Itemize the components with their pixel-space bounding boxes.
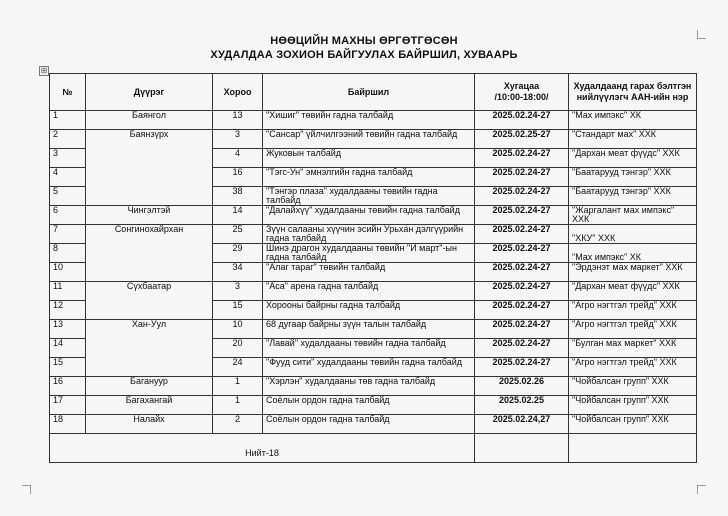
row-location: Жуковын талбайд [263, 149, 475, 168]
row-district: Чингэлтэй [86, 206, 213, 225]
table-row [50, 225, 697, 244]
header-district: Дүүрэг [86, 74, 213, 111]
row-date: 2025.02.24-27 [475, 301, 569, 320]
row-location: Соёлын ордон гадна талбайд [263, 396, 475, 415]
row-khoroo: 14 [213, 206, 263, 225]
row-date: 2025.02.25 [475, 396, 569, 415]
header-date-hours: /10:00-18:00/ [494, 92, 549, 102]
table-header-row [50, 74, 697, 111]
row-khoroo: 10 [213, 320, 263, 339]
row-location: Зүүн салааны хүүчин эсийн Урьхан дэлгүүрийн гадна талбайд [263, 225, 475, 244]
row-company: "Мах импэкс" ХК [569, 111, 697, 130]
row-location: 68 дугаар байрны зүүн талын талбайд [263, 320, 475, 339]
row-company: "Эрдэнэт мах маркет" ХХК [569, 263, 697, 282]
row-no: 16 [50, 377, 86, 396]
row-district: Хан-Уул [86, 320, 213, 377]
row-location: "Хишиг" төвийн гадна талбайд [263, 111, 475, 130]
row-company: "Жаргалант мах импэкс" ХХК [569, 206, 697, 225]
row-company: "Чойбалсан групп" ХХК [569, 377, 697, 396]
header-khoroo: Хороо [213, 74, 263, 111]
row-no: 8 [50, 244, 86, 263]
header-company [569, 74, 697, 111]
row-location: "Аса" арена гадна талбайд [263, 282, 475, 301]
header-company-line1: Худалдаанд гарах бэлтгэн [573, 81, 692, 91]
row-company: "Булган мах маркет" ХХК [569, 339, 697, 358]
row-no: 18 [50, 415, 86, 434]
table-move-handle-icon[interactable]: ⊞ [40, 66, 48, 75]
row-district: Сонгинохайрхан [86, 225, 213, 282]
row-date: 2025.02.24-27 [475, 282, 569, 301]
table-row [50, 111, 697, 130]
row-no: 2 [50, 130, 86, 149]
row-date: 2025.02.24-27 [475, 263, 569, 282]
row-date: 2025.02.24-27 [475, 149, 569, 168]
row-no: 6 [50, 206, 86, 225]
row-date: 2025.02.25-27 [475, 130, 569, 149]
row-khoroo: 1 [213, 396, 263, 415]
row-company: "Агро нэгтгэл трейд" ХХК [569, 358, 697, 377]
row-location: "Лавай" худалдааны төвийн гадна талбайд [263, 339, 475, 358]
row-district: Сүхбаатар [86, 282, 213, 320]
row-date: 2025.02.24-27 [475, 111, 569, 130]
row-no: 5 [50, 187, 86, 206]
row-company: "Баатарууд тэнгэр" ХХК [569, 168, 697, 187]
row-company: "Баатарууд тэнгэр" ХХК [569, 187, 697, 206]
row-company: "Чойбалсан групп" ХХК [569, 415, 697, 434]
header-date [475, 74, 569, 111]
row-khoroo: 34 [213, 263, 263, 282]
row-khoroo: 4 [213, 149, 263, 168]
row-no: 11 [50, 282, 86, 301]
row-khoroo: 3 [213, 282, 263, 301]
table-row [50, 415, 697, 434]
row-date: 2025.02.24-27 [475, 168, 569, 187]
row-khoroo: 29 [213, 244, 263, 263]
document-title-line1: НӨӨЦИЙН МАХНЫ ӨРГӨТГӨСӨН [270, 35, 458, 47]
row-date: 2025.02.24-27 [475, 187, 569, 206]
row-no: 14 [50, 339, 86, 358]
row-location: "Хэрлэн" худалдааны төв гадна талбайд [263, 377, 475, 396]
row-district: Баянгол [86, 111, 213, 130]
row-no: 3 [50, 149, 86, 168]
document-title-line2: ХУДАЛДАА ЗОХИОН БАЙГУУЛАХ БАЙРШИЛ, ХУВААРЬ [210, 49, 518, 61]
row-date: 2025.02.26 [475, 377, 569, 396]
crop-mark-bottom-right [697, 485, 706, 494]
row-company: "Дархан меат фүүдс" ХХК [569, 282, 697, 301]
row-district: Баянзүрх [86, 130, 213, 206]
header-location: Байршил [263, 74, 475, 111]
row-company: "Стандарт мах" ХХК [569, 130, 697, 149]
row-company: "Мах импэкс" ХК [569, 244, 697, 263]
row-district: Багахангай [86, 396, 213, 415]
table-row [50, 377, 697, 396]
row-khoroo: 3 [213, 130, 263, 149]
row-location: "Тэнгэр плаза" худалдааны төвийн гадна талбайд [263, 187, 475, 206]
row-no: 7 [50, 225, 86, 244]
row-location: "Далайхүү" худалдааны төвийн гадна талбайд [263, 206, 475, 225]
row-location: "Алаг тараг" төвийн талбайд [263, 263, 475, 282]
row-company: "Дархан меат фүүдс" ХХК [569, 149, 697, 168]
row-date: 2025.02.24-27 [475, 320, 569, 339]
row-khoroo: 20 [213, 339, 263, 358]
crop-mark-bottom-left [22, 485, 31, 494]
row-district: Багануур [86, 377, 213, 396]
row-date: 2025.02.24-27 [475, 225, 569, 244]
row-khoroo: 13 [213, 111, 263, 130]
row-location: "Сансар" үйлчилгээний төвийн гадна талбайд [263, 130, 475, 149]
table-row [50, 320, 697, 339]
total-row-empty-date [475, 434, 569, 463]
row-date: 2025.02.24-27 [475, 339, 569, 358]
row-location: Соёлын ордон гадна талбайд [263, 415, 475, 434]
row-date: 2025.02.24-27 [475, 244, 569, 263]
row-khoroo: 25 [213, 225, 263, 244]
table-row [50, 130, 697, 149]
header-no: № [50, 74, 86, 111]
header-date-label: Хугацаа [503, 81, 540, 91]
row-location: Хорооны байрны гадна талбайд [263, 301, 475, 320]
row-no: 12 [50, 301, 86, 320]
row-company: "ХКУ" ХХК [569, 225, 697, 244]
total-count: Нийт-18 [50, 434, 475, 463]
row-company: "Агро нэгтгэл трейд" ХХК [569, 320, 697, 339]
row-khoroo: 1 [213, 377, 263, 396]
row-location: Шинэ драгон худалдааны төвийн "И март"-ын гадна талбайд [263, 244, 475, 263]
row-district: Налайх [86, 415, 213, 434]
row-location: "Фууд сити" худалдааны төвийн гадна талбайд [263, 358, 475, 377]
row-khoroo: 24 [213, 358, 263, 377]
row-company: "Чойбалсан групп" ХХК [569, 396, 697, 415]
total-row-empty-company [569, 434, 697, 463]
row-khoroo: 16 [213, 168, 263, 187]
table-row [50, 282, 697, 301]
total-row [50, 434, 697, 463]
row-date: 2025.02.24,27 [475, 415, 569, 434]
row-khoroo: 15 [213, 301, 263, 320]
row-location: "Тэгс-Ун" эмнэлгийн гадна талбайд [263, 168, 475, 187]
schedule-table [49, 73, 697, 463]
row-khoroo: 2 [213, 415, 263, 434]
header-company-line2: нийлүүлэгч ААН-ийн нэр [576, 92, 689, 102]
row-date: 2025.02.24-27 [475, 206, 569, 225]
row-company: "Агро нэгтгэл трейд" ХХК [569, 301, 697, 320]
row-no: 10 [50, 263, 86, 282]
row-no: 13 [50, 320, 86, 339]
row-no: 15 [50, 358, 86, 377]
row-no: 1 [50, 111, 86, 130]
table-row [50, 206, 697, 225]
row-date: 2025.02.24-27 [475, 358, 569, 377]
table-row [50, 396, 697, 415]
row-no: 17 [50, 396, 86, 415]
row-no: 4 [50, 168, 86, 187]
row-khoroo: 38 [213, 187, 263, 206]
